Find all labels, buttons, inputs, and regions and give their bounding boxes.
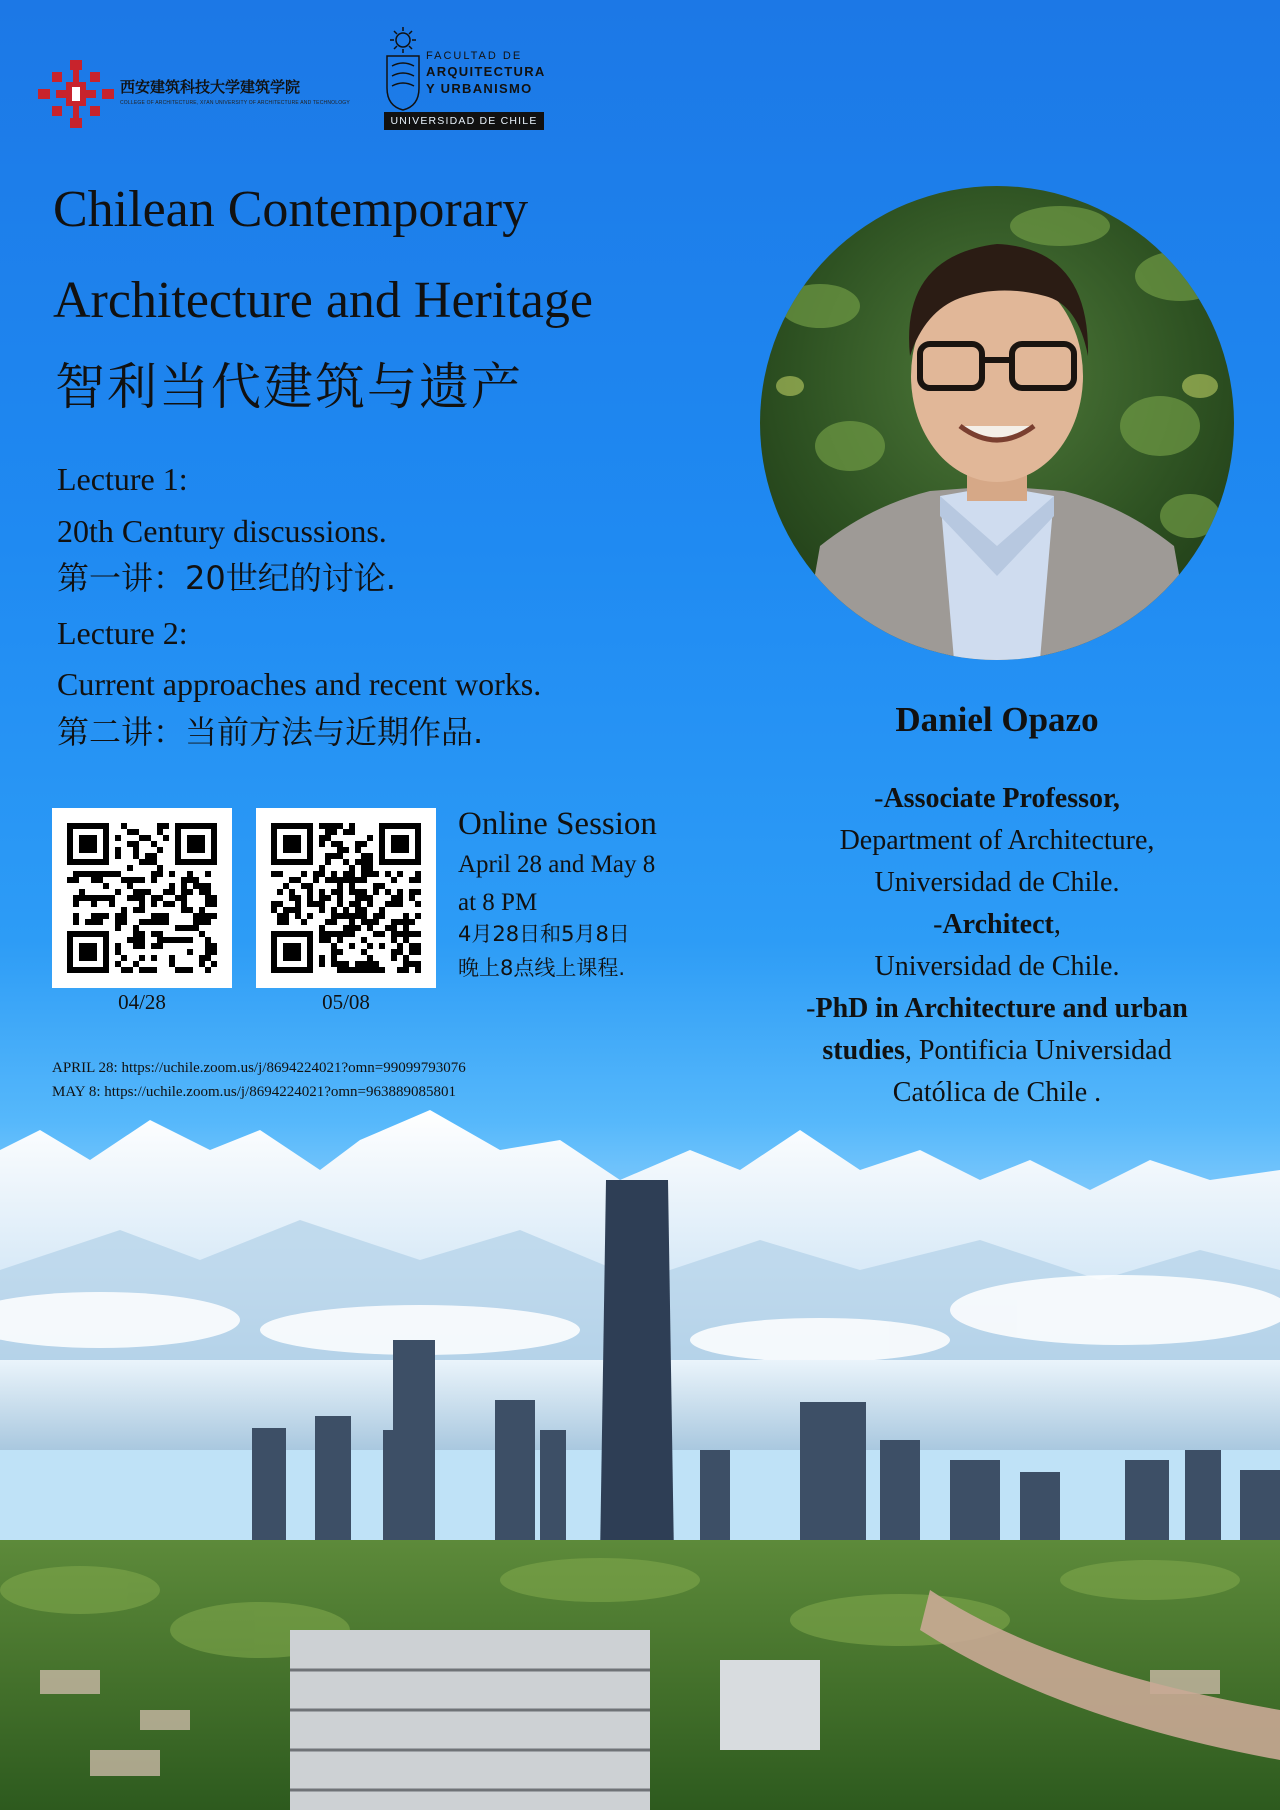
fau-line-2: ARQUITECTURA bbox=[426, 64, 546, 79]
session-dates-cn: 4月28日和5月8日 bbox=[458, 922, 630, 946]
bio-line-1 bbox=[750, 778, 1244, 820]
session-title: Online Session bbox=[458, 806, 657, 842]
bio-line-5: Universidad de Chile. bbox=[874, 951, 1120, 982]
speaker-name: Daniel Opazo bbox=[895, 700, 1099, 739]
bio-line-4 bbox=[750, 904, 1244, 946]
bio-dash: - bbox=[806, 993, 816, 1024]
bio-role-architect: Architect bbox=[942, 909, 1054, 940]
qr-label-may: 05/08 bbox=[322, 990, 370, 1014]
lecture-1-title: 20th Century discussions. bbox=[57, 513, 387, 549]
lecture-2-title: Current approaches and recent works. bbox=[57, 666, 542, 702]
bio-comma: , bbox=[1053, 909, 1061, 940]
bio-phd-institution: , Pontificia Universidad bbox=[904, 1035, 1172, 1066]
speaker-portrait-image bbox=[760, 186, 1234, 660]
qr-code-may-8[interactable] bbox=[256, 808, 436, 988]
session-time: at 8 PM bbox=[458, 889, 538, 916]
qr-code-icon bbox=[52, 808, 232, 988]
xauat-logo-emblem bbox=[36, 58, 116, 130]
fau-uchile-logo bbox=[384, 26, 544, 130]
qr-label-april: 04/28 bbox=[118, 990, 166, 1014]
lecture-2-title-cn: 第二讲：当前方法与近期作品. bbox=[57, 713, 484, 751]
zoom-link-april[interactable]: APRIL 28: https://uchile.zoom.us/j/8694224021?omn=99099793076 bbox=[52, 1060, 466, 1076]
lecture-1-heading: Lecture 1: bbox=[57, 461, 188, 497]
fau-line-3: Y URBANISMO bbox=[426, 81, 533, 96]
santiago-cityscape-image bbox=[0, 1110, 1280, 1810]
bio-line-7 bbox=[750, 1030, 1244, 1072]
title-line-1: Chilean Contemporary bbox=[53, 181, 529, 238]
session-dates: April 28 and May 8 bbox=[458, 851, 656, 878]
bio-role-associate-professor: Associate Professor, bbox=[883, 783, 1120, 814]
speaker-photo bbox=[760, 186, 1234, 660]
qr-code-icon bbox=[256, 808, 436, 988]
bio-line-2: Department of Architecture, bbox=[839, 825, 1155, 856]
bio-dash: - bbox=[933, 909, 943, 940]
session-time-cn: 晚上8点线上课程. bbox=[458, 956, 626, 980]
qr-code-april-28[interactable] bbox=[52, 808, 232, 988]
title-line-2: Architecture and Heritage bbox=[53, 272, 593, 329]
zoom-link-may[interactable]: MAY 8: https://uchile.zoom.us/j/8694224021?omn=963889085801 bbox=[52, 1084, 457, 1100]
fau-wordmark bbox=[426, 49, 546, 97]
bio-role-phd: PhD in Architecture and urban bbox=[815, 993, 1188, 1024]
xauat-name-en: COLLEGE OF ARCHITECTURE, XI'AN UNIVERSITY OF ARCHITECTURE AND TECHNOLOGY bbox=[120, 100, 350, 106]
bio-line-3: Universidad de Chile. bbox=[874, 867, 1120, 898]
bio-phd-studies: studies bbox=[822, 1035, 905, 1066]
fau-line-1: FACULTAD DE bbox=[426, 50, 523, 62]
fau-university-bar: UNIVERSIDAD DE CHILE bbox=[384, 112, 544, 130]
xauat-name-cn: 西安建筑科技大学建筑学院 bbox=[120, 78, 301, 96]
lecture-2-heading: Lecture 2: bbox=[57, 615, 188, 651]
lecture-1-title-cn: 第一讲：20世纪的讨论. bbox=[57, 559, 396, 597]
bio-line-6 bbox=[750, 988, 1244, 1030]
bio-line-8: Católica de Chile . bbox=[892, 1077, 1102, 1108]
bio-dash: - bbox=[874, 783, 884, 814]
xauat-logo-text bbox=[120, 76, 350, 106]
title-chinese: 智利当代建筑与遗产 bbox=[55, 358, 523, 416]
